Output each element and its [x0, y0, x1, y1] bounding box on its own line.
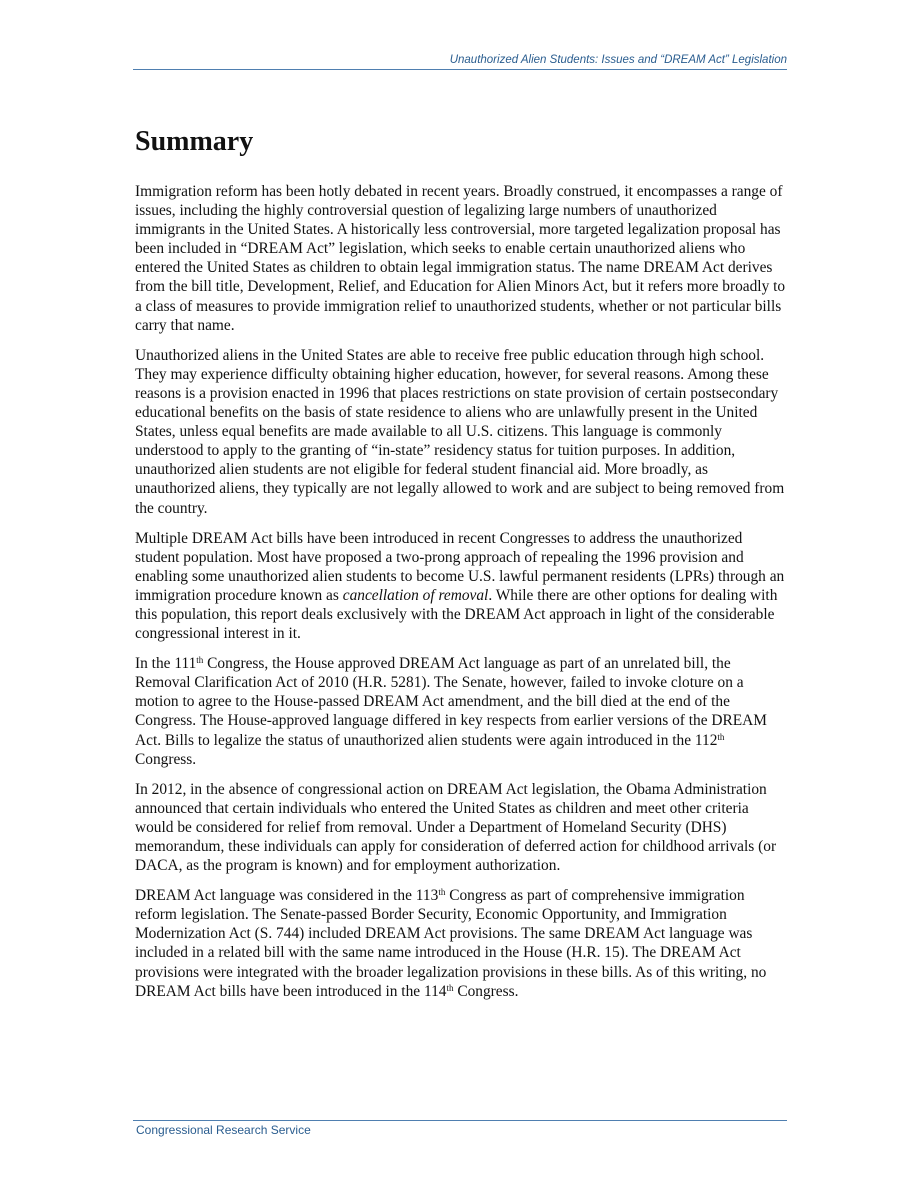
paragraph-6-text-a: DREAM Act language was considered in the 113: [135, 887, 439, 905]
paragraph-3-text-a: Multiple DREAM Act bills have been introduced in recent Congresses to address the unauthorized student population. Most have proposed a two-prong approach of repealing the 1996 provision and enabling some unauthorized alien students to become U.S. lawful permanent residents (LPRs) through an immigration procedure known as: [135, 529, 785, 604]
document-body: [135, 122, 786, 1012]
header-divider: [133, 69, 787, 70]
paragraph-1: Immigration reform has been hotly debated in recent years. Broadly construed, it encompasses a range of issues, including the highly controversial question of legalizing large numbers of unauthorized immigrants in the United States. A historically less controversial, more targeted legalization proposal has been included in “DREAM Act” legislation, which seeks to enable certain unauthorized aliens who entered the United States as children to obtain legal immigration status. The name DREAM Act derives from the bill title, Development, Relief, and Education for Alien Minors Act, but it refers more broadly to a class of measures to provide immigration relief to unauthorized students, whether or not particular bills carry that name.: [135, 183, 786, 334]
paragraph-6-text-c: Congress.: [453, 982, 519, 1000]
ordinal-suffix: th: [438, 887, 446, 898]
paragraph-3-term: cancellation of removal: [342, 586, 489, 604]
running-header: Unauthorized Alien Students: Issues and “DREAM Act” Legislation: [449, 54, 787, 66]
paragraph-5: In 2012, in the absence of congressional action on DREAM Act legislation, the Obama Administration announced that certain individuals who entered the United States as children and meet other criteria would be considered for relief from removal. Under a Department of Homeland Security (DHS) memorandum, these individuals can apply for consideration of deferred action for childhood arrivals (or DACA, as the program is known) and for employment authorization.: [135, 780, 777, 875]
ordinal-suffix: th: [446, 982, 454, 993]
section-title: Summary: [135, 126, 254, 157]
paragraph-4: [135, 654, 786, 769]
paragraph-3-text-b: . While there are other options for dealing with this population, this report deals exclusively with the DREAM Act approach in light of the considerable congressional interest in it.: [135, 586, 778, 643]
ordinal-suffix: th: [717, 731, 725, 742]
paragraph-6: [135, 886, 786, 1001]
footer-organization: Congressional Research Service: [136, 1123, 311, 1137]
paragraph-2: Unauthorized aliens in the United States are able to receive free public education through high school. They may experience difficulty obtaining higher education, however, for several reasons. Among these reasons is a provision enacted in 1996 that places restrictions on state provision of certain postsecondary educational benefits on the basis of state residence to aliens who are unlawfully present in the United States, unless equal benefits are made available to all U.S. citizens. This language is commonly understood to apply to the granting of “in-state” residency status for tuition purposes. In addition, unauthorized alien students are not eligible for federal student financial aid. More broadly, as unauthorized aliens, they typically are not legally allowed to work and are subject to being removed from the country.: [135, 346, 785, 517]
paragraph-4-text-a: In the 111: [135, 655, 197, 673]
paragraph-3: [135, 529, 786, 644]
paragraph-4-text-b: Congress, the House approved DREAM Act language as part of an unrelated bill, the Removal Clarification Act of 2010 (H.R. 5281). The Senate, however, failed to invoke cloture on a motion to agree to the House-passed DREAM Act amendment, and the bill died at the end of the Congress. The House-approved language differed in key respects from earlier versions of the DREAM Act. Bills to legalize the status of unauthorized alien students were again introduced in the 112: [135, 655, 767, 749]
paragraph-6-text-b: Congress as part of comprehensive immigration reform legislation. The Senate-passed Border Security, Economic Opportunity, and Immigration Modernization Act (S. 744) included DREAM Act provisions. The same DREAM Act language was included in a related bill with the same name introduced in the House (H.R. 15). The DREAM Act provisions were integrated with the broader legalization provisions in these bills. As of this writing, no DREAM Act bills have been introduced in the 114: [135, 887, 767, 1000]
footer-divider: [133, 1120, 787, 1121]
ordinal-suffix: th: [196, 655, 204, 666]
paragraph-4-text-c: Congress.: [135, 750, 197, 768]
